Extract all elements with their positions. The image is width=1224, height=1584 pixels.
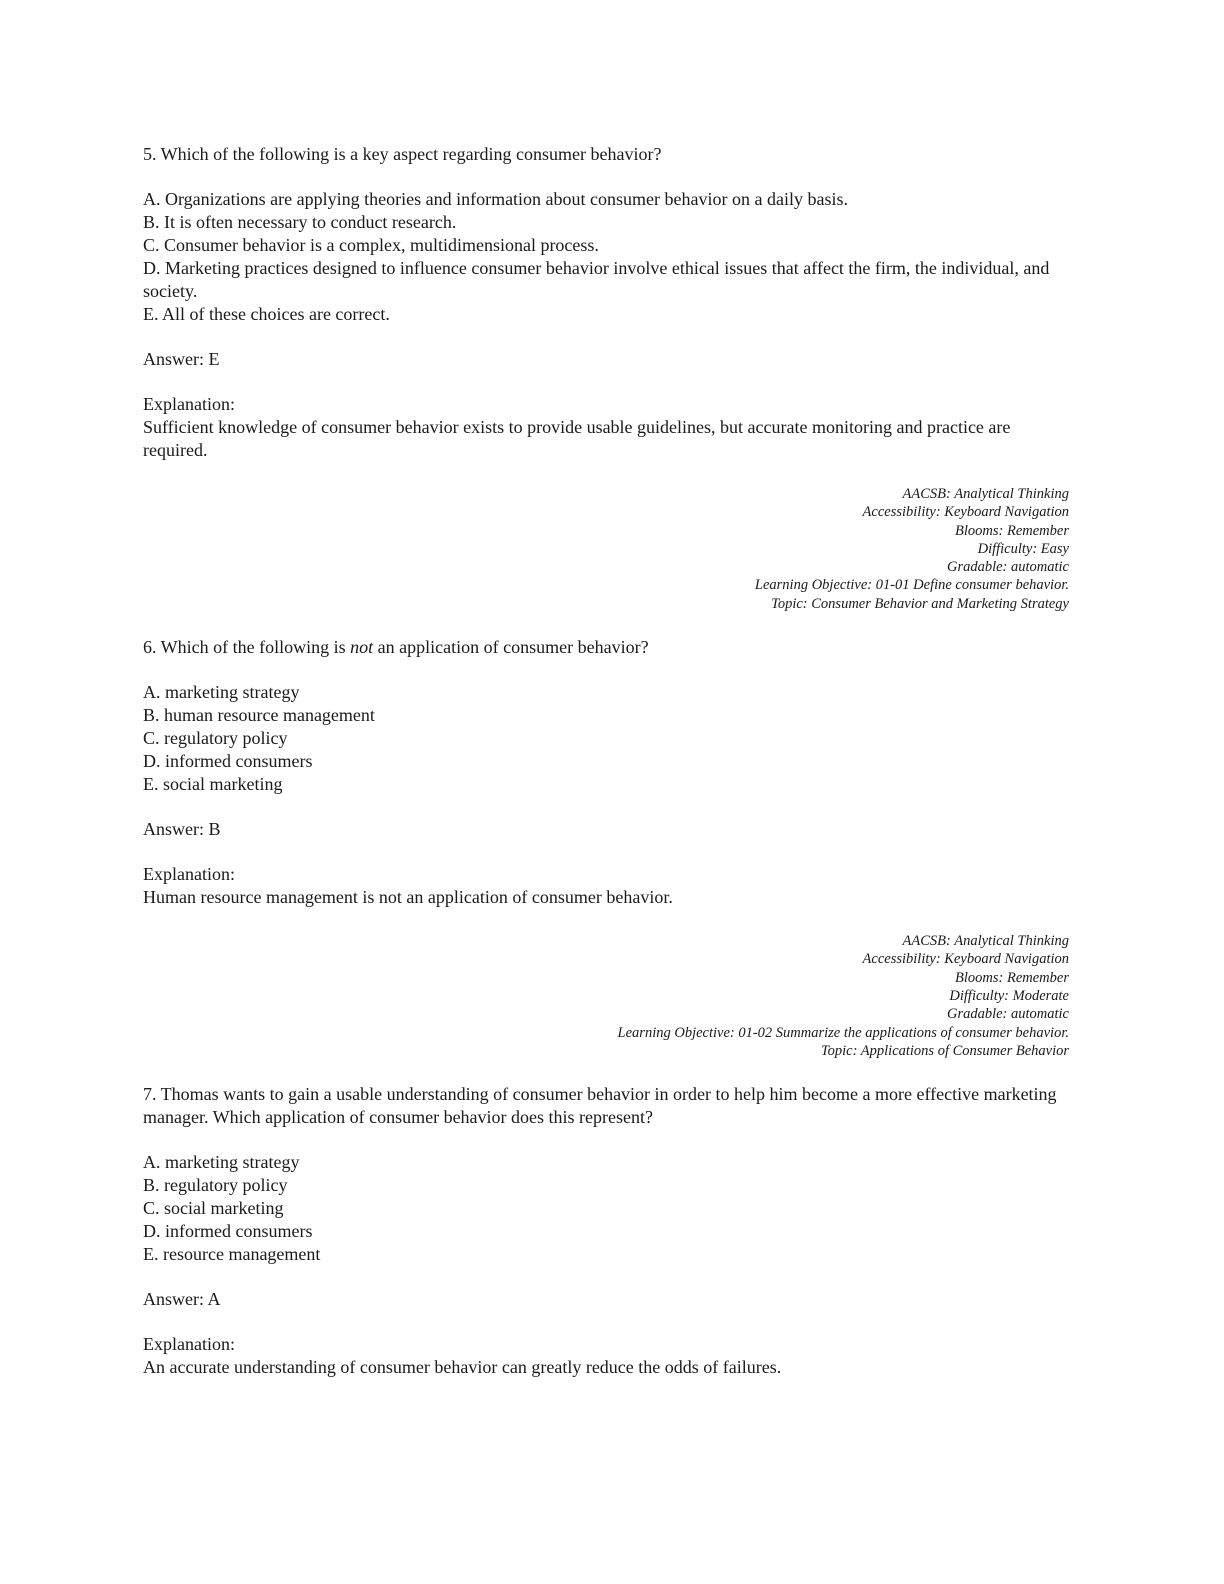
option-e: E. All of these choices are correct. <box>143 304 390 324</box>
question-7 <box>143 1083 1073 1379</box>
question-6 <box>143 636 1073 1060</box>
meta-topic: Topic: Applications of Consumer Behavior <box>820 1042 1069 1059</box>
meta-topic: Topic: Consumer Behavior and Marketing Strategy <box>771 595 1069 612</box>
question-stem <box>143 636 1073 659</box>
explanation-text: Sufficient knowledge of consumer behavior exists to provide usable guidelines, but accurate monitoring and practice are required. <box>143 417 1011 460</box>
question-5 <box>143 143 1073 613</box>
option-a: A. marketing strategy <box>143 1152 300 1173</box>
explanation-text: Human resource management is not an application of consumer behavior. <box>143 887 673 908</box>
option-d: D. informed consumers <box>143 1221 313 1242</box>
explanation-label: Explanation: <box>143 394 235 414</box>
answer-line: Answer: E <box>143 349 220 369</box>
explanation-label: Explanation: <box>143 1334 235 1355</box>
meta-aacsb: AACSB: Analytical Thinking <box>902 933 1069 950</box>
stem-part: 6. Which of the following is <box>143 637 351 658</box>
question-stem: 7. Thomas wants to gain a usable understanding of consumer behavior in order to help him become a more effective marketing manager. Which application of consumer behavior does this represent? <box>143 1084 1057 1128</box>
option-b: B. human resource management <box>143 705 375 726</box>
meta-learning-objective: Learning Objective: 01-02 Summarize the applications of consumer behavior. <box>617 1024 1069 1041</box>
meta-gradable: Gradable: automatic <box>946 1006 1069 1023</box>
meta-accessibility: Accessibility: Keyboard Navigation <box>862 504 1069 521</box>
meta-blooms: Blooms: Remember <box>955 522 1069 539</box>
answer-options <box>143 1151 1073 1266</box>
option-c: C. Consumer behavior is a complex, multidimensional process. <box>143 235 599 255</box>
stem-part: an application of consumer behavior? <box>373 637 649 658</box>
question-stem: 5. Which of the following is a key aspect regarding consumer behavior? <box>143 144 662 164</box>
option-d: D. Marketing practices designed to influence consumer behavior involve ethical issues that affect the firm, the individual, and society. <box>143 258 1050 301</box>
option-b: B. regulatory policy <box>143 1175 288 1196</box>
question-metadata <box>143 932 1069 1060</box>
answer-options <box>143 681 1073 796</box>
answer-options <box>143 188 1073 326</box>
answer-line: Answer: A <box>143 1289 221 1310</box>
option-b: B. It is often necessary to conduct research. <box>143 212 457 232</box>
explanation-text: An accurate understanding of consumer behavior can greatly reduce the odds of failures. <box>143 1357 782 1378</box>
option-e: E. social marketing <box>143 774 283 795</box>
option-a: A. marketing strategy <box>143 682 300 703</box>
option-c: C. regulatory policy <box>143 728 288 749</box>
option-c: C. social marketing <box>143 1198 284 1219</box>
meta-aacsb: AACSB: Analytical Thinking <box>902 486 1069 502</box>
meta-blooms: Blooms: Remember <box>955 969 1069 986</box>
meta-difficulty: Difficulty: Moderate <box>949 987 1069 1004</box>
meta-gradable: Gradable: automatic <box>946 559 1069 576</box>
option-a: A. Organizations are applying theories and information about consumer behavior on a daily basis. <box>143 189 848 209</box>
meta-learning-objective: Learning Objective: 01-01 Define consumer behavior. <box>754 577 1069 594</box>
meta-accessibility: Accessibility: Keyboard Navigation <box>862 951 1069 968</box>
option-e: E. resource management <box>143 1244 321 1265</box>
meta-difficulty: Difficulty: Easy <box>977 540 1069 557</box>
explanation-label: Explanation: <box>143 864 235 885</box>
document-page <box>143 143 1073 1379</box>
answer-line: Answer: B <box>143 819 221 840</box>
question-metadata <box>143 485 1069 613</box>
option-d: D. informed consumers <box>143 751 313 772</box>
stem-emphasis: not <box>350 637 374 658</box>
